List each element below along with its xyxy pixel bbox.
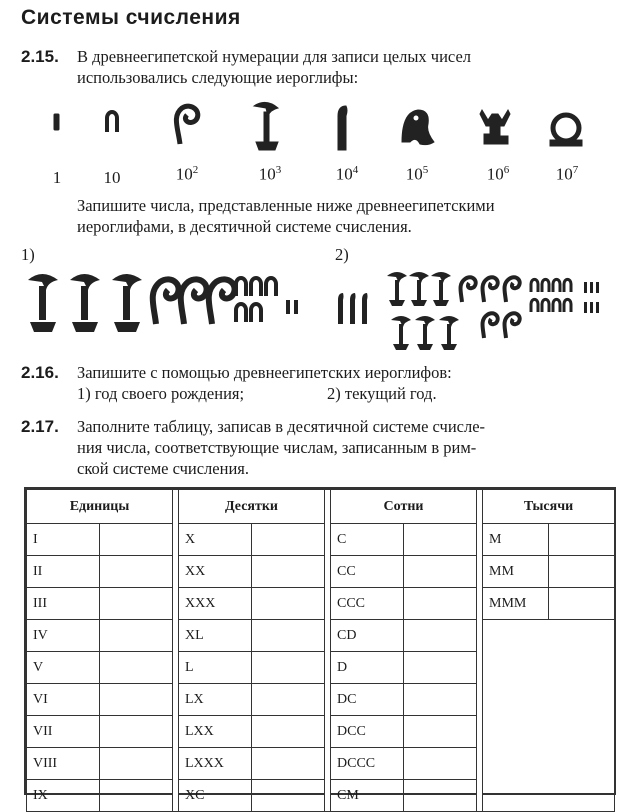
problem-2-15-task-line2: иероглифами, в десятичной системе счисления. [77,217,412,236]
problem-2-17-line2: ния числа, соответствующие числам, записанным в рим- [77,438,477,457]
roman-cell: CC [331,556,404,588]
lotus-hieroglyph-icon [391,316,411,350]
answer-cell[interactable] [100,748,173,780]
header-tens: Десятки [179,490,325,524]
lotus-hieroglyph-icon [254,102,278,150]
lotus-hieroglyph-icon [409,272,429,306]
answer-cell[interactable] [404,684,477,716]
stroke-hieroglyph-icon [584,282,587,293]
coil-rope-hieroglyph-icon [483,313,498,338]
coil-rope-hieroglyph-icon [505,277,520,302]
roman-cell: D [331,652,404,684]
label-10-pow-7: $10^7$ [555,164,579,184]
roman-cell: CM [331,780,404,812]
roman-cell: VI [27,684,100,716]
stroke-hieroglyph-icon [590,282,593,293]
answer-cell[interactable] [404,716,477,748]
answer-cell[interactable] [252,556,325,588]
header-thousands: Тысячи [483,490,615,524]
problem-number-2-15: 2.15. [21,47,59,66]
coil-rope-hieroglyph-icon [176,106,197,144]
answer-cell[interactable] [252,716,325,748]
header-units: Единицы [27,490,173,524]
answer-cell[interactable] [252,652,325,684]
stroke-hieroglyph-icon [584,302,587,313]
roman-cell: LX [179,684,252,716]
problem-number-2-17: 2.17. [21,417,59,436]
arch-hieroglyph-icon [251,304,261,322]
page-title: Системы счисления [21,6,241,29]
lotus-hieroglyph-icon [415,316,435,350]
roman-cell: DCC [331,716,404,748]
finger-hieroglyph-icon [350,293,356,324]
roman-cell: II [27,556,100,588]
label-1: 1 [52,168,62,187]
problem-2-16-option1: 1) год своего рождения; [77,384,245,403]
header-hundreds: Сотни [331,490,477,524]
table-row [27,524,615,556]
shen-ring-hieroglyph-icon [550,115,582,146]
answer-cell[interactable] [404,748,477,780]
lotus-hieroglyph-icon [70,274,100,332]
item-2-label: 2) [335,245,349,264]
problem-2-15-task-line1: Запишите числа, представленные ниже древнеегипетскими [77,196,495,215]
roman-cell: X [179,524,252,556]
answer-cell[interactable] [549,556,615,588]
kneeling-god-hieroglyph-icon [480,110,510,144]
problem-2-15-line1: В древнеегипетской нумерации для записи целых чисел [77,47,472,66]
arch-hieroglyph-icon [542,299,549,312]
roman-cell: III [27,588,100,620]
answer-cell[interactable] [404,620,477,652]
answer-cell[interactable] [100,588,173,620]
arch-hieroglyph-icon [251,278,261,296]
roman-cell: L [179,652,252,684]
problem-2-15-line2: использовались следующие иероглифы: [77,68,359,87]
answer-cell[interactable] [100,716,173,748]
arch-hieroglyph-icon [531,299,538,312]
roman-cell: DC [331,684,404,716]
roman-cell: XX [179,556,252,588]
roman-cell: M [483,524,549,556]
item-1-hieroglyph-sequence [20,268,320,338]
label-10-pow-3: $10^3$ [258,164,282,184]
arch-hieroglyph-icon [564,279,571,292]
lotus-hieroglyph-icon [387,272,407,306]
roman-cell: CD [331,620,404,652]
arch-hieroglyph-icon [553,279,560,292]
answer-cell[interactable] [100,620,173,652]
answer-cell[interactable] [252,748,325,780]
label-10: 10 [103,168,121,187]
answer-cell[interactable] [100,684,173,716]
roman-cell: IX [27,780,100,812]
roman-cell: VIII [27,748,100,780]
stroke-hieroglyph-icon [286,300,290,314]
roman-numeral-table [24,487,616,803]
answer-cell[interactable] [100,652,173,684]
coil-rope-hieroglyph-icon [209,279,235,324]
label-10-pow-2: $10^2$ [175,164,199,184]
lotus-hieroglyph-icon [431,272,451,306]
roman-cell: C [331,524,404,556]
answer-cell[interactable] [100,556,173,588]
roman-cell: MM [483,556,549,588]
problem-number-2-16: 2.16. [21,363,59,382]
answer-cell[interactable] [404,524,477,556]
label-10-pow-4: $10^4$ [335,164,359,184]
answer-cell[interactable] [404,652,477,684]
coil-rope-hieroglyph-icon [505,313,520,338]
roman-cell: V [27,652,100,684]
stroke-hieroglyph-icon [294,300,298,314]
answer-cell[interactable] [100,524,173,556]
roman-cell: IV [27,620,100,652]
roman-cell: XL [179,620,252,652]
lotus-hieroglyph-icon [112,274,142,332]
problem-2-17-line1: Заполните таблицу, записав в десятичной системе счисле- [77,417,486,436]
problem-2-16-line1: Запишите с помощью древнеегипетских иероглифов: [77,363,452,382]
answer-cell[interactable] [549,524,615,556]
lotus-hieroglyph-icon [439,316,459,350]
problem-2-17-line3: ской системе счисления. [77,459,249,478]
arch-hieroglyph-icon [107,112,117,132]
answer-cell[interactable] [549,588,615,620]
roman-cell: XC [179,780,252,812]
roman-cell: XXX [179,588,252,620]
roman-cell: LXXX [179,748,252,780]
empty-thousands-area [483,620,615,812]
arch-hieroglyph-icon [531,279,538,292]
roman-cell: MMM [483,588,549,620]
roman-cell: I [27,524,100,556]
coil-rope-hieroglyph-icon [461,277,476,302]
coil-rope-hieroglyph-icon [483,277,498,302]
stroke-hieroglyph-icon [596,302,599,313]
hieroglyph-reference-row [40,98,600,160]
coil-rope-hieroglyph-icon [153,279,179,324]
lotus-hieroglyph-icon [28,274,58,332]
finger-hieroglyph-icon [338,106,347,150]
roman-cell: LXX [179,716,252,748]
problem-2-16-option2: 2) текущий год. [327,384,437,403]
item-1-label: 1) [21,245,35,264]
arch-hieroglyph-icon [553,299,560,312]
label-10-pow-5: $10^5$ [405,164,429,184]
answer-cell[interactable] [252,620,325,652]
roman-cell: CCC [331,588,404,620]
label-10-pow-6: $10^6$ [486,164,510,184]
finger-hieroglyph-icon [362,293,368,324]
finger-hieroglyph-icon [338,293,344,324]
arch-hieroglyph-icon [542,279,549,292]
arch-hieroglyph-icon [236,278,246,296]
answer-cell[interactable] [404,588,477,620]
stroke-hieroglyph-icon [54,114,59,130]
arch-hieroglyph-icon [236,304,246,322]
item-2-hieroglyph-sequence [332,268,622,356]
roman-cell: VII [27,716,100,748]
roman-cell: DCCC [331,748,404,780]
answer-cell[interactable] [252,588,325,620]
stroke-hieroglyph-icon [590,302,593,313]
table-row [27,588,615,620]
answer-cell[interactable] [252,684,325,716]
tadpole-hieroglyph-icon [402,110,434,145]
stroke-hieroglyph-icon [596,282,599,293]
arch-hieroglyph-icon [564,299,571,312]
arch-hieroglyph-icon [266,278,276,296]
table-row [27,556,615,588]
coil-rope-hieroglyph-icon [181,279,207,324]
table-row [27,620,615,652]
table-header-row [27,490,615,524]
answer-cell[interactable] [252,524,325,556]
answer-cell[interactable] [404,556,477,588]
